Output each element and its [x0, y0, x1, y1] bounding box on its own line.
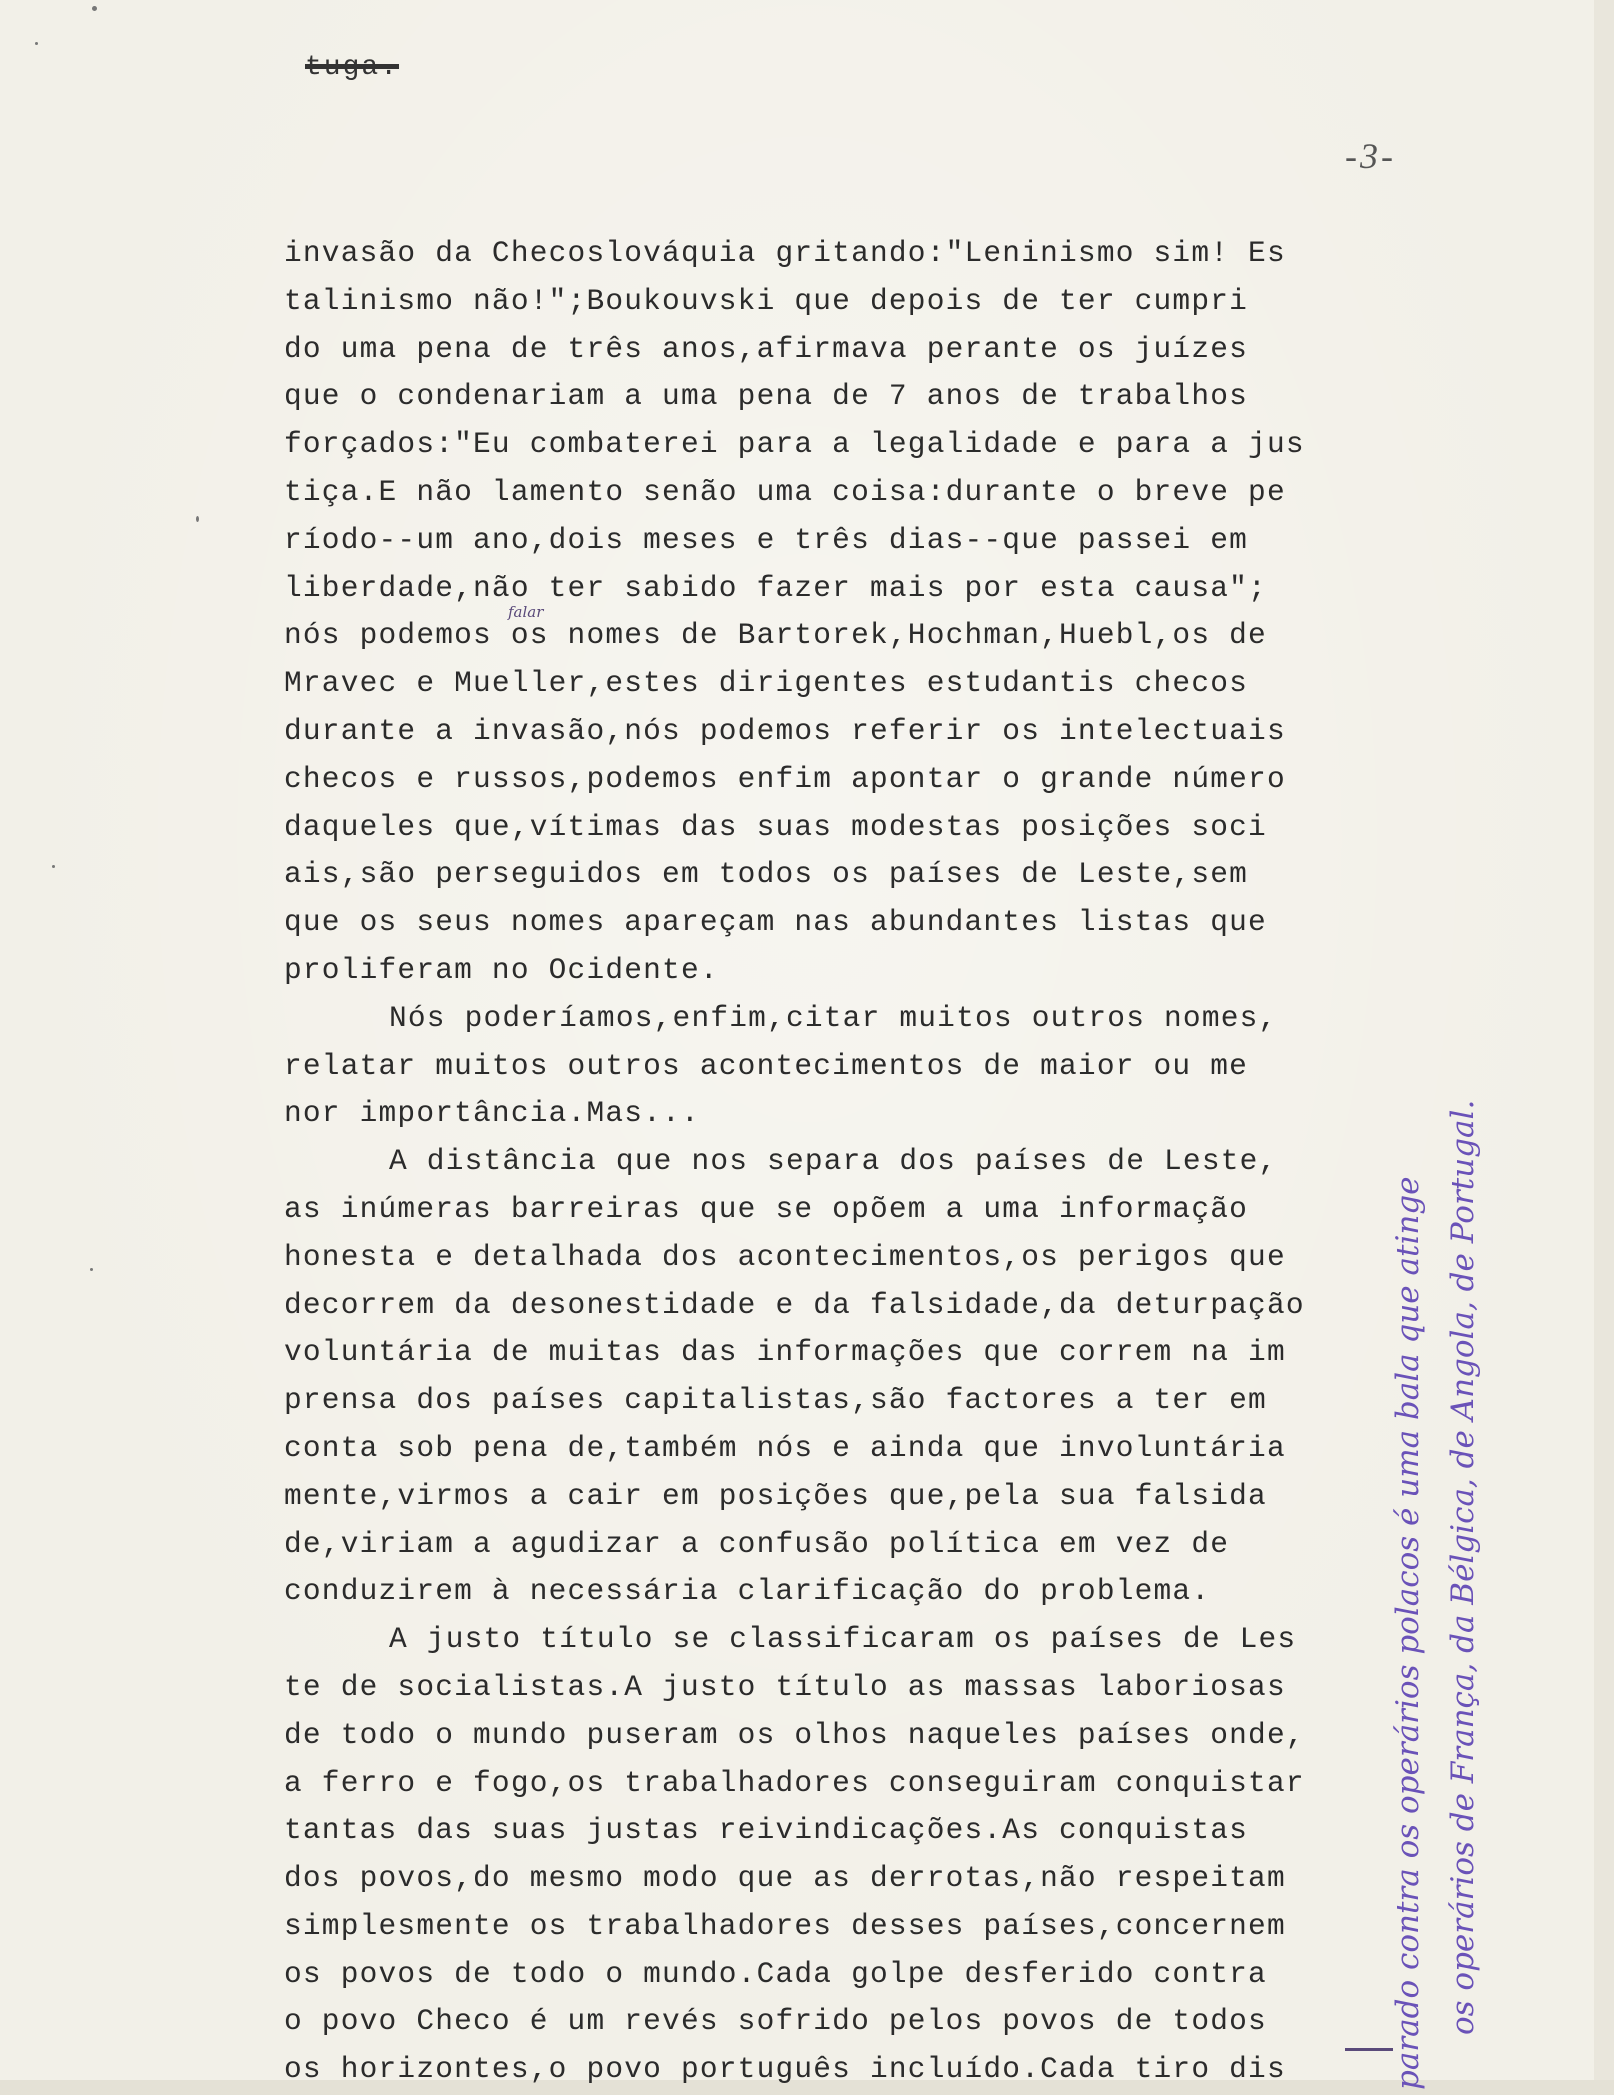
text-line: ais,são perseguidos em todos os países de Leste,sem — [284, 857, 1249, 892]
text-line: tiça.E não lamento senão uma coisa:durante o breve pe — [284, 474, 1286, 509]
text-line: talinismo não!";Boukouvski que depois de ter cumpri — [284, 283, 1249, 318]
text-line: do uma pena de três anos,afirmava perante os juízes — [284, 331, 1249, 366]
text-line: que o condenariam a uma pena de 7 anos de trabalhos — [284, 379, 1249, 414]
typed-body-text — [284, 230, 1364, 2094]
page-edge — [1594, 0, 1614, 2095]
text-line: a ferro e fogo,os trabalhadores conseguiram conquistar — [284, 1765, 1305, 1800]
text-line: Nós poderíamos,enfim,citar muitos outros nomes, — [389, 1000, 1278, 1035]
paper-speck — [196, 516, 199, 522]
text-line: invasão da Checoslováquia gritando:"Leninismo sim! Es — [284, 236, 1286, 270]
text-line: conta sob pena de,também nós e ainda que involuntária — [284, 1430, 1286, 1465]
text-line: daqueles que,vítimas das suas modestas posições soci — [284, 809, 1267, 844]
text-line: dos povos,do mesmo modo que as derrotas,não respeitam — [284, 1861, 1286, 1896]
text-line: o povo Checo é um revés sofrido pelos povos de todos — [284, 2004, 1267, 2039]
paper-speck — [90, 1268, 93, 1271]
page-number: -3- — [1345, 136, 1396, 176]
text-line: forçados:"Eu combaterei para a legalidade e para a jus — [284, 427, 1305, 462]
text-line: os horizontes,o povo português incluído.Cada tiro dis — [284, 2052, 1286, 2087]
text-line: que os seus nomes apareçam nas abundantes listas que — [284, 905, 1267, 940]
text-line: proliferam no Ocidente. — [284, 952, 719, 987]
text-line: A justo título se classificaram os países de Les — [389, 1622, 1297, 1657]
paper-speck — [92, 6, 97, 11]
text-line: de,viriam a agudizar a confusão política em vez de — [284, 1526, 1230, 1561]
margin-handwritten-note: os operários de França, da Bélgica, de Angola, de Portugal. — [1445, 1099, 1481, 2035]
margin-insertion-mark — [1345, 2048, 1393, 2051]
text-line: de todo o mundo puseram os olhos naqueles países onde, — [284, 1717, 1305, 1752]
text-line: honesta e detalhada dos acontecimentos,os perigos que — [284, 1239, 1286, 1274]
paper-speck — [35, 42, 38, 45]
interlinear-handwritten-note: falar — [508, 603, 544, 621]
text-line: checos e russos,podemos enfim apontar o grande número — [284, 761, 1286, 796]
text-line: decorrem da desonestidade e da falsidade,da deturpação — [284, 1287, 1305, 1322]
text-line: liberdade,não ter sabido fazer mais por esta causa"; — [284, 570, 1267, 605]
text-line: durante a invasão,nós podemos referir os intelectuais — [284, 713, 1286, 748]
text-line: nós podemos os nomes de Bartorek,Hochman,Huebl,os de — [284, 618, 1267, 653]
text-line: voluntária de muitas das informações que correm na im — [284, 1335, 1286, 1370]
text-line: ríodo--um ano,dois meses e três dias--que passei em — [284, 522, 1249, 557]
paper-speck — [52, 865, 55, 868]
text-line: Mravec e Mueller,estes dirigentes estudantis checos — [284, 666, 1249, 701]
text-line: os povos de todo o mundo.Cada golpe desferido contra — [284, 1956, 1267, 1991]
text-line: conduzirem à necessária clarificação do problema. — [284, 1574, 1211, 1609]
text-line: tantas das suas justas reivindicações.As conquistas — [284, 1813, 1249, 1848]
header-fragment — [305, 52, 399, 83]
text-line: te de socialistas.A justo título as massas laboriosas — [284, 1669, 1286, 1704]
text-line: A distância que nos separa dos países de Leste, — [389, 1144, 1278, 1179]
text-line: mente,virmos a cair em posições que,pela sua falsida — [284, 1478, 1267, 1513]
text-line: as inúmeras barreiras que se opõem a uma informação — [284, 1191, 1249, 1226]
text-line: nor importância.Mas... — [284, 1096, 700, 1131]
margin-handwritten-note: parado contra os operários polacos é uma bala que atinge — [1390, 1176, 1426, 2090]
text-line: simplesmente os trabalhadores desses países,concernem — [284, 1908, 1286, 1943]
text-line: relatar muitos outros acontecimentos de maior ou me — [284, 1048, 1249, 1083]
text-line: prensa dos países capitalistas,são factores a ter em — [284, 1383, 1267, 1418]
struck-header-text: tuga. — [305, 52, 400, 83]
